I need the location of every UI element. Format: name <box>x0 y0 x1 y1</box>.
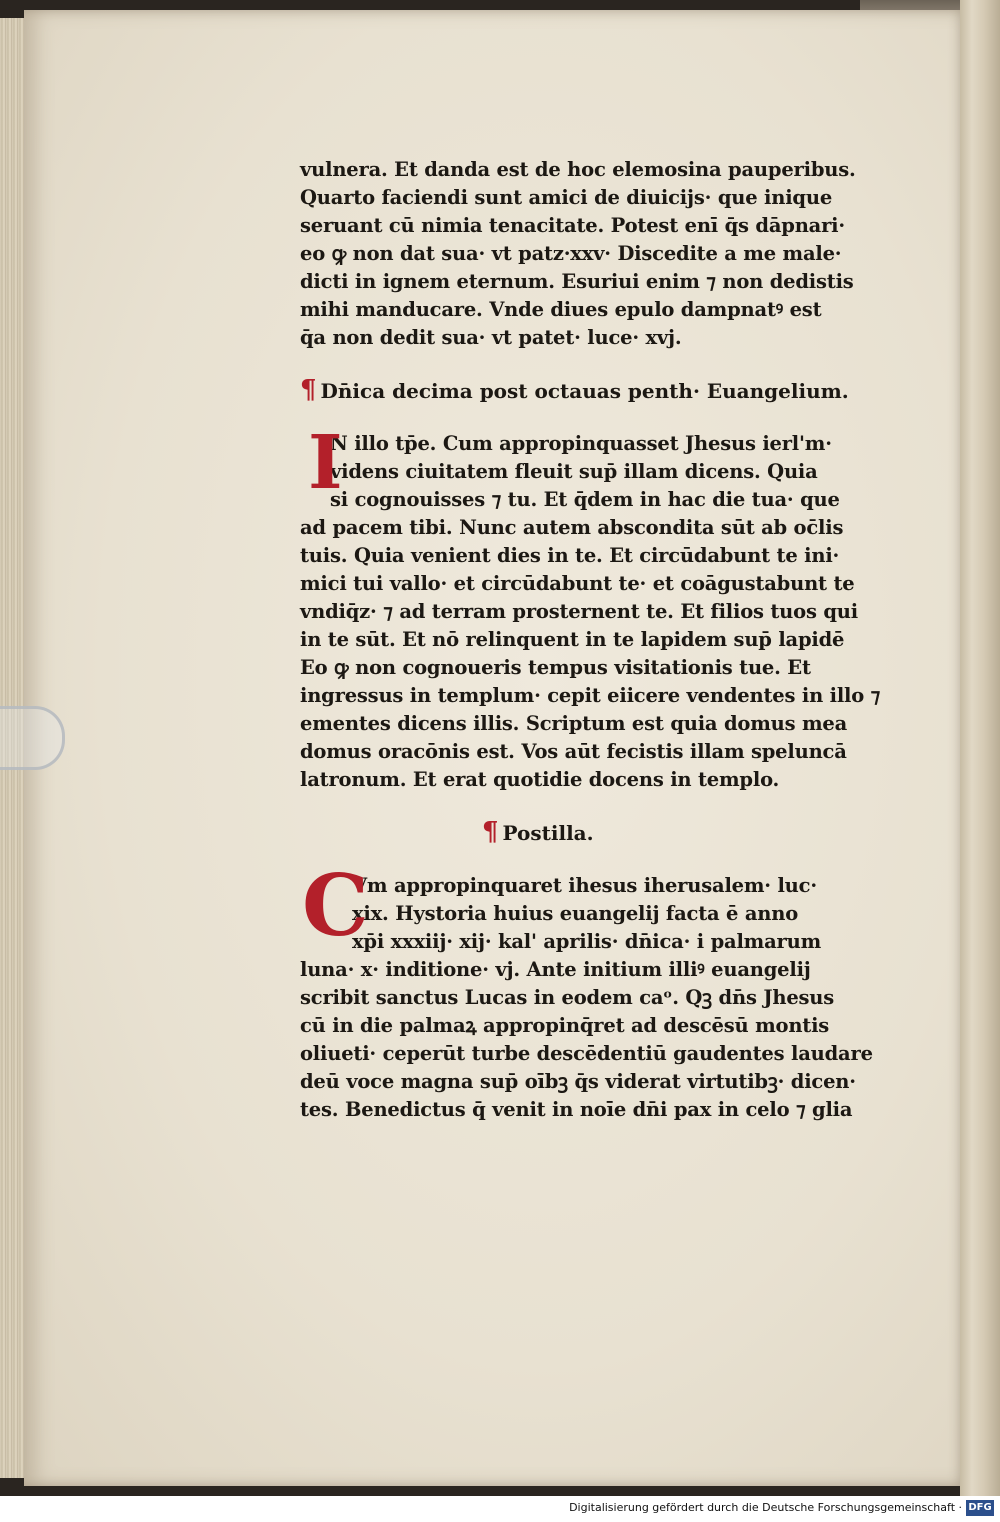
text-line: eo ꝙ non dat sua· vt patz·xxv· Discedite a me male· <box>300 242 842 265</box>
text-block <box>300 156 881 1124</box>
text-line: tuis. Quia venient dies in te. Et circūdabunt te ini· <box>300 544 840 567</box>
text-line: oliueti· ceperūt turbe descēdentiū gaudentes laudare <box>300 1042 873 1065</box>
postilla-text <box>300 856 873 1124</box>
text-line: q̄a non dedit sua· vt patet· luce· xvj. <box>300 326 682 349</box>
text-line: tes. Benedictus q̄ venit in noīe dn̄i pax in celo ⁊ glia <box>300 1098 853 1121</box>
text-line: videns ciuitatem fleuit sup̄ illam dicens. Quia <box>330 460 818 483</box>
text-line: cū in die palmaꝝ appropinq̄ret ad descēsū montis <box>300 1014 830 1037</box>
text-line: in te sūt. Et nō relinquent in te lapidem sup̄ lapidē <box>300 628 845 651</box>
text-line: si cognouisses ⁊ tu. Et q̄dem in hac die tua· que <box>330 488 840 511</box>
text-line: vulnera. Et danda est de hoc elemosina pauperibus. <box>300 158 856 181</box>
pilcrow-icon: ¶ <box>300 375 317 405</box>
footer-credit: Digitalisierung gefördert durch die Deutsche Forschungsgemeinschaft · <box>569 1501 962 1514</box>
text-line: ingressus in templum· cepit eiicere vendentes in illo ⁊ <box>300 684 881 707</box>
page-clip <box>0 706 65 770</box>
pilcrow-icon: ¶ <box>482 817 499 847</box>
text-line: xix. Hystoria huius euangelij facta ē anno <box>352 902 799 925</box>
text-line: ementes dicens illis. Scriptum est quia domus mea <box>300 712 848 735</box>
gospel-text <box>300 420 881 794</box>
text-line: mihi manducare. Vnde diues epulo dampnatꝰ est <box>300 298 822 321</box>
text-line: N illo tp̄e. Cum appropinquasset Jhesus ierl'm· <box>330 432 832 455</box>
text-line: Vm appropinquaret ihesus iherusalem· luc· <box>352 874 817 897</box>
footer-bar <box>0 1496 1000 1522</box>
initial-letter: C <box>302 856 369 955</box>
postilla-heading-text: Postilla. <box>502 821 594 845</box>
text-line: mici tui vallo· et circūdabunt te· et coāgustabunt te <box>300 572 855 595</box>
initial-letter: I <box>308 420 343 506</box>
dfg-logo: DFG <box>966 1500 994 1516</box>
text-line: Quarto faciendi sunt amici de diuicijs· que inique <box>300 186 833 209</box>
opening-paragraph <box>300 156 865 352</box>
text-line: ad pacem tibi. Nunc autem abscondita sūt ab oc̄lis <box>300 516 844 539</box>
text-line: deū voce magna sup̄ oībꝫ q̄s viderat virtutibꝫ· dicen· <box>300 1070 856 1093</box>
facing-page-edge <box>960 0 1000 1496</box>
text-line: scribit sanctus Lucas in eodem caᵒ. Qꝫ dn̄s Jhesus <box>300 986 835 1009</box>
text-line: vndiq̄z· ⁊ ad terram prosternent te. Et filios tuos qui <box>300 600 858 623</box>
text-line: seruant cū nimia tenacitate. Potest enī q̄s dāpnari· <box>300 214 845 237</box>
gospel-heading <box>300 376 865 404</box>
text-line: dicti in ignem eternum. Esuriui enim ⁊ non dedistis <box>300 270 854 293</box>
text-line: luna· x· inditione· vj. Ante initium illiꝰ euangelij <box>300 958 811 981</box>
text-line: latronum. Et erat quotidie docens in templo. <box>300 768 780 791</box>
text-line: xp̄i xxxiij· xij· kal' aprilis· dn̄ica· i palmarum <box>352 930 822 953</box>
text-line: Eo ꝙ non cognoueris tempus visitationis tue. Et <box>300 656 811 679</box>
text-line: domus oracōnis est. Vos aūt fecistis illam speluncā <box>300 740 847 763</box>
gospel-heading-text: Dn̄ica decima post octauas penth· Euangelium. <box>320 379 849 403</box>
postilla-heading <box>300 818 865 846</box>
